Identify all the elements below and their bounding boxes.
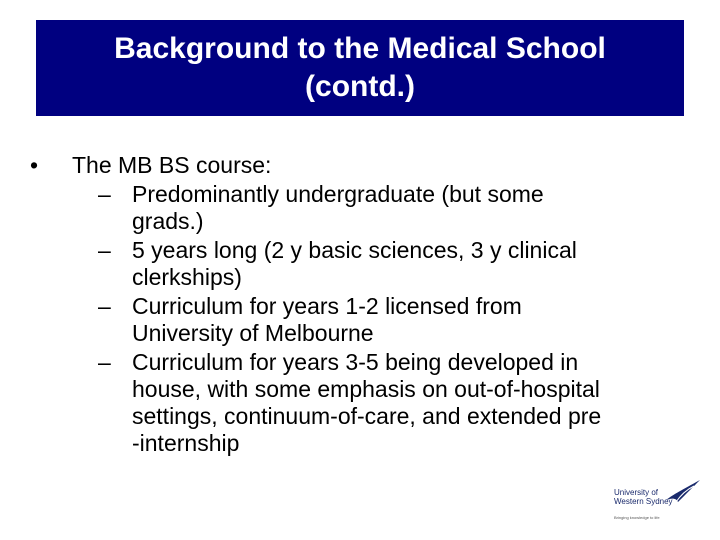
sub-bullet-line: settings, continuum-of-care, and extended pre [132,403,602,429]
sub-bullet-marker: – [98,181,111,207]
logo-line: University of [614,488,659,497]
slide-title-box [36,20,684,116]
logo-line: Western Sydney [614,497,673,506]
slide-body [26,152,696,459]
sub-bullet-line: grads.) [132,208,204,234]
sub-bullet-marker: – [98,293,111,319]
sub-bullet-line: Predominantly undergraduate (but some [132,181,544,207]
sub-bullet-line: 5 years long (2 y basic sciences, 3 y clinical [132,237,577,263]
sub-bullet-item [26,181,696,235]
sub-bullet-line: house, with some emphasis on out-of-hospital [132,376,600,402]
sub-bullet-item [26,349,696,457]
sub-bullet-line: Curriculum for years 3-5 being developed in [132,349,579,375]
sub-bullet-marker: – [98,237,111,263]
bullet-text: The MB BS course: [72,152,272,178]
sub-bullet-list [26,181,696,457]
slide-title-line-1: Background to the Medical School [114,32,606,65]
logo-wordmark [614,488,673,506]
sub-bullet-line: -internship [132,430,240,456]
sub-bullet-line: Curriculum for years 1-2 licensed from [132,293,522,319]
sub-bullet-item [26,237,696,291]
sub-bullet-line: clerkships) [132,264,242,290]
bullet-item [26,152,696,179]
university-logo [614,478,698,520]
slide-title-line-2: (contd.) [305,70,415,103]
sub-bullet-marker: – [98,349,111,375]
sub-bullet-line: University of Melbourne [132,320,374,346]
logo-tagline: Bringing knowledge to life [614,515,660,520]
bullet-marker: • [30,152,39,178]
sub-bullet-item [26,293,696,347]
